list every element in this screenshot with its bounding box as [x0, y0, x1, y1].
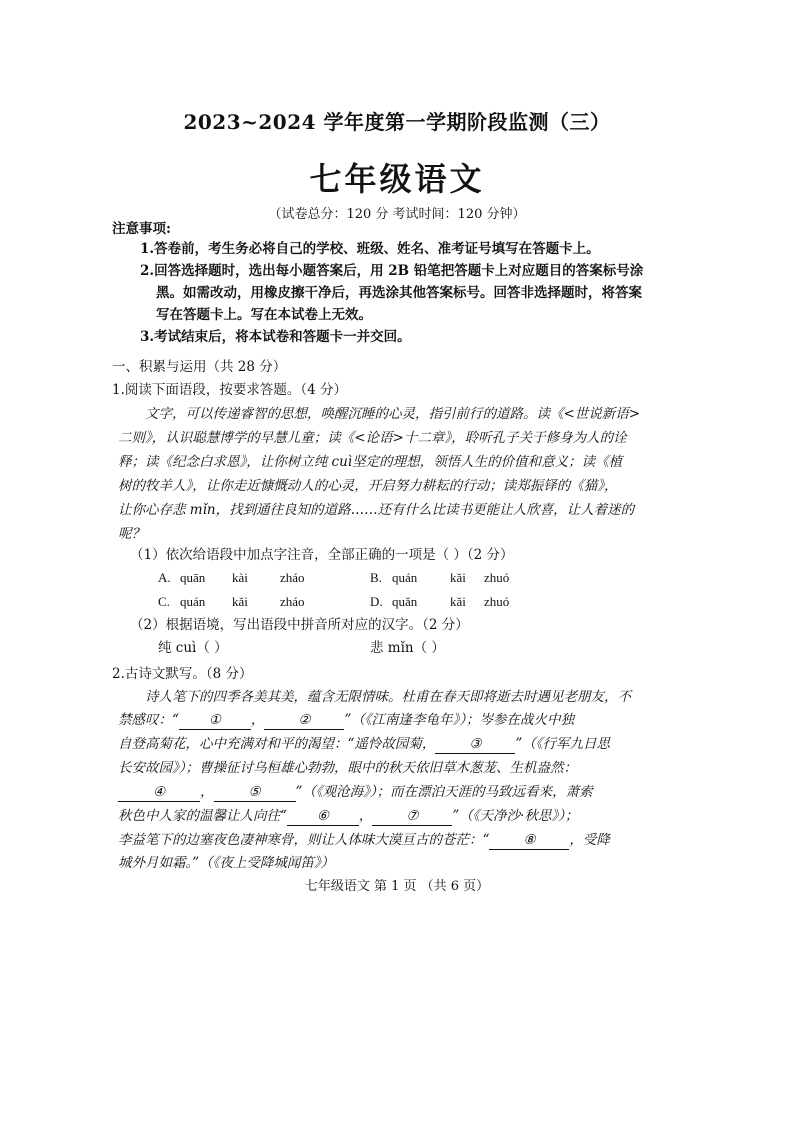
q2-line [118, 733, 610, 755]
q1-title: 1.阅读下面语段，按要求答题。（4 分） [112, 382, 348, 398]
q2-text: ， [358, 808, 373, 824]
option-a [158, 570, 305, 586]
q2-title: 2.古诗文默写。（8 分） [112, 666, 253, 682]
answer-blank-cui: 纯 cuì（ ） [158, 640, 228, 656]
subject-title: 七年级语文 [309, 160, 485, 198]
q2-line [118, 709, 574, 731]
option-pinyin: zháo [280, 570, 305, 585]
option-label: A. [158, 570, 171, 585]
q2-line: 诗人笔下的四季各美其美，蕴含无限情味。杜甫在春天即将逝去时遇见老朋友，不 [145, 689, 631, 705]
option-pinyin: kǎi [450, 570, 466, 585]
q2-text: ”（《观沧海》）；而在漂泊天涯的马致远看来，萧索 [295, 784, 593, 800]
blank-3: ③ [435, 735, 515, 754]
option-pinyin: quán [180, 594, 206, 609]
answer-blank-min: 悲 mǐn（ ） [370, 640, 445, 656]
section-title: 一、积累与运用（共 28 分） [112, 359, 287, 375]
option-pinyin: quān [180, 570, 206, 585]
notice-item-2: 2.回答选择题时，选出每小题答案后，用 2B 铅笔把答题卡上对应题目的答案标号涂 [140, 263, 644, 279]
q2-text: 秋色中人家的温馨让人向往“ [118, 808, 287, 824]
q1-passage-line: 文字，可以传递睿智的思想，唤醒沉睡的心灵，指引前行的道路。读《<世说新语> [145, 406, 641, 422]
q2-text: ， [250, 712, 265, 728]
option-pinyin: kǎi [232, 594, 248, 609]
q1-sub1-stem: （1）依次给语段中加点字注音，全部正确的一项是（ ）（2 分） [130, 547, 514, 563]
q1-passage-line: 释；读《纪念白求恩》，让你树立纯 cuì坚定的理想，领悟人生的价值和意义；读《植 [118, 454, 623, 470]
q2-text: ，受降 [569, 832, 610, 848]
q2-line [118, 805, 578, 827]
q2-text: ”（《行军九日思 [515, 736, 611, 752]
blank-4: ④ [118, 783, 200, 802]
q1-passage-line: 让你心存悲 mǐn，找到通往良知的道路……还有什么比读书更能让人欣喜，让人着迷的 [118, 502, 635, 518]
blank-8: ⑧ [489, 831, 569, 850]
q1-sub2-stem: （2）根据语境，写出语段中拼音所对应的汉字。（2 分） [130, 617, 469, 633]
q2-text: ”（《天净沙·秋思》）； [452, 808, 579, 824]
option-label: C. [158, 594, 170, 609]
exam-title: 2023~2024 学年度第一学期阶段监测（三） [183, 110, 611, 134]
exam-meta: （试卷总分：120 分 考试时间：120 分钟） [268, 207, 526, 222]
option-pinyin: kǎi [450, 594, 466, 609]
option-pinyin: kài [232, 570, 248, 585]
q2-text: 禁感叹：“ [118, 712, 179, 728]
q2-text: ， [200, 784, 214, 800]
option-pinyin: quǎn [392, 594, 418, 609]
notice-item-1: 1.答卷前，考生务必将自己的学校、班级、姓名、准考证号填写在答题卡上。 [140, 241, 600, 257]
option-pinyin: quán [392, 570, 418, 585]
q1-passage-line: 二则》，认识聪慧博学的早慧儿童；读《<论语>十二章》，聆听孔子关于修身为人的诠 [118, 430, 627, 446]
notice-item-2-cont2: 写在答题卡上。写在本试卷上无效。 [156, 307, 372, 323]
blank-6: ⑥ [287, 807, 359, 826]
option-b [370, 570, 509, 586]
q1-passage-line: 树的牧羊人》，让你走近慷慨动人的心灵，开启努力耕耘的行动；读郑振铎的《猫》， [118, 478, 618, 494]
q2-line [118, 829, 610, 851]
option-pinyin: zhuó [484, 594, 510, 609]
blank-5: ⑤ [214, 783, 296, 802]
option-c [158, 594, 305, 610]
blank-1: ① [179, 711, 251, 730]
notice-item-2-cont: 黑。如需改动，用橡皮擦干净后，再选涂其他答案标号。回答非选择题时，将答案 [156, 285, 642, 301]
q2-line [118, 781, 593, 803]
q2-line: 城外月如霜。”（《夜上受降城闻笛》） [118, 855, 335, 871]
q2-line: 长安故园》）；曹操征讨乌桓雄心勃勃，眼中的秋天依旧草木葱茏、生机盎然： [118, 760, 577, 776]
blank-7: ⑦ [372, 807, 452, 826]
notice-item-3: 3.考试结束后，将本试卷和答题卡一并交回。 [140, 329, 411, 345]
option-pinyin: zhuó [484, 570, 510, 585]
notice-title: 注意事项: [112, 221, 171, 237]
option-d [370, 594, 509, 610]
option-label: D. [370, 594, 383, 609]
blank-2: ② [264, 711, 344, 730]
q2-text: 李益笔下的边塞夜色凄神寒骨，则让人体味大漠亘古的苍茫：“ [118, 832, 490, 848]
q2-text: ”（《江南逢李龟年》）；岑参在战火中独 [344, 712, 575, 728]
q1-passage-line: 呢？ [118, 526, 145, 542]
option-pinyin: zháo [280, 594, 305, 609]
q2-text: 自登高菊花，心中充满对和平的渴望：“遥怜故园菊， [118, 736, 436, 752]
option-label: B. [370, 570, 382, 585]
page-footer: 七年级语文 第 1 页 （共 6 页） [304, 879, 490, 894]
